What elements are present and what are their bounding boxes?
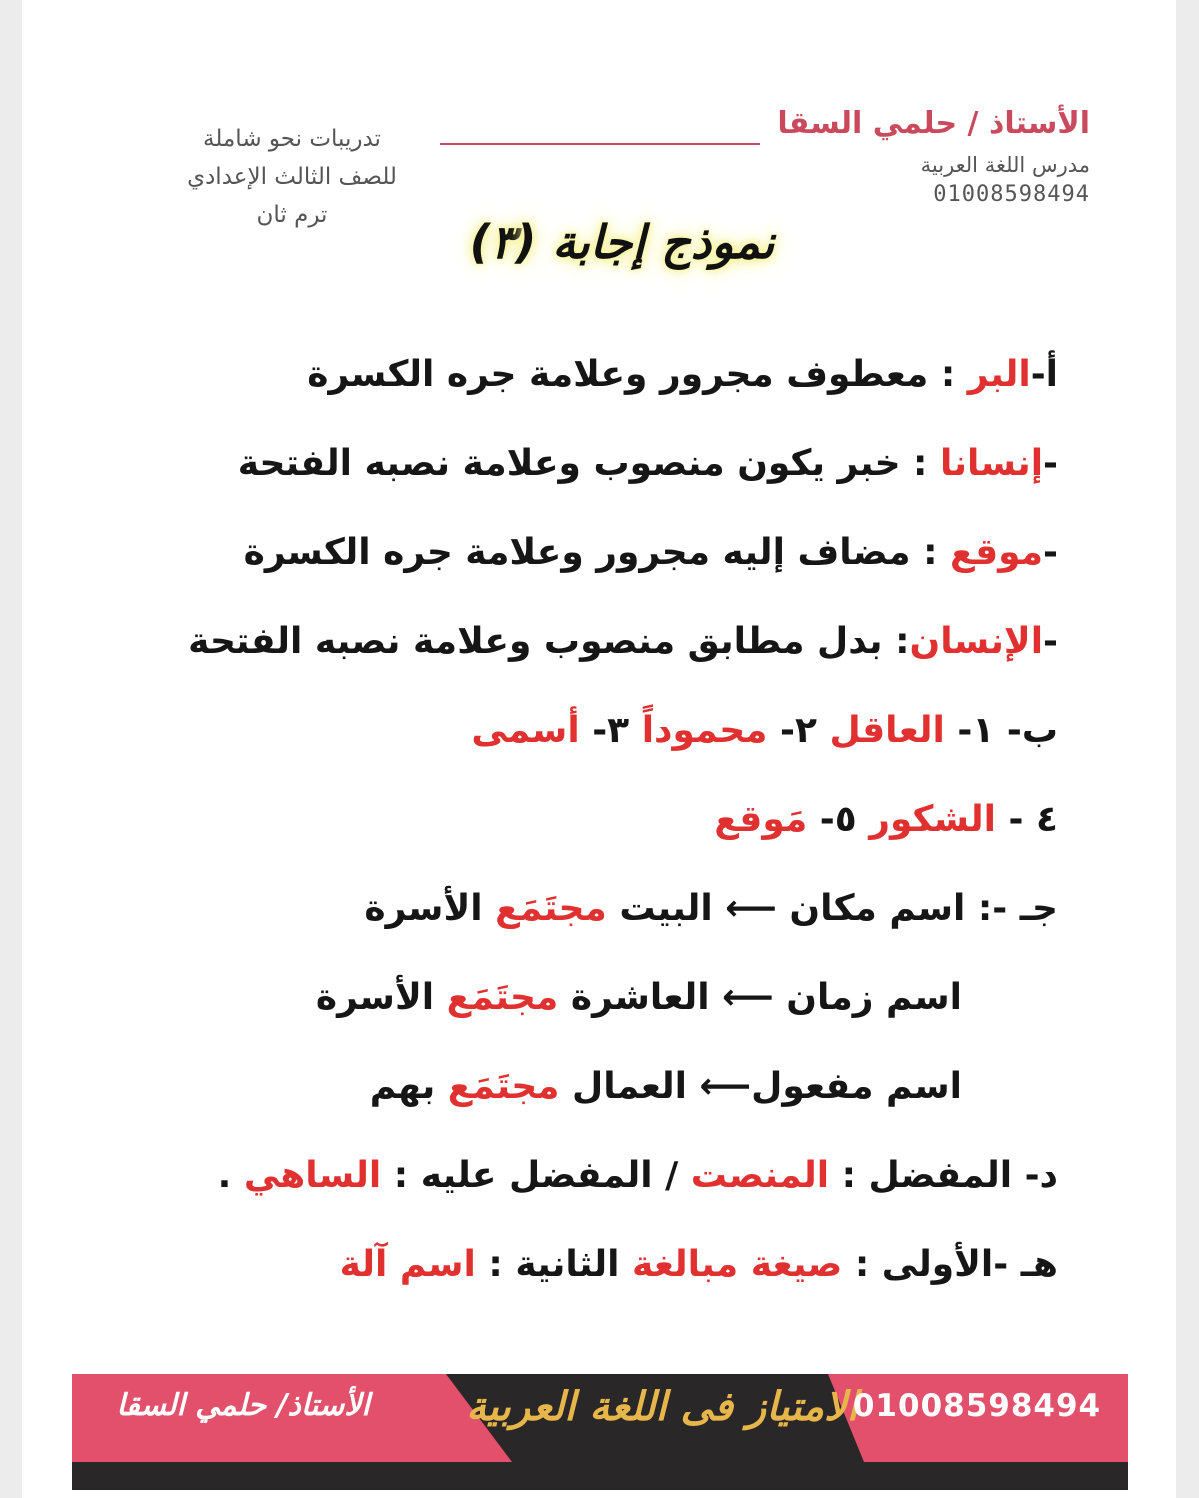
teacher-subject: مدرس اللغة العربية <box>920 153 1090 177</box>
footer-banner <box>72 1374 1128 1490</box>
teacher-phone: 01008598494 <box>933 182 1090 207</box>
answer-highlight: الإنسان <box>909 621 1044 662</box>
worksheet-page <box>22 0 1176 1498</box>
answer-text: . <box>217 1155 244 1196</box>
training-line-3: ترم ثان <box>256 202 328 228</box>
teacher-info <box>760 102 1090 207</box>
answer-text: ٤ - <box>996 799 1058 840</box>
answer-text: اسم مفعول⟵ العمال <box>559 1066 962 1107</box>
training-line-1: تدريبات نحو شاملة <box>203 126 381 152</box>
answer-line <box>58 1131 1058 1220</box>
answer-highlight: مَوقع <box>714 799 808 840</box>
model-answer-title: نموذج إجابة (٣) <box>469 215 775 269</box>
answer-text: : معطوف مجرور وعلامة جره الكسرة <box>307 354 968 395</box>
answer-text: : خبر يكون منصوب وعلامة نصبه الفتحة <box>237 443 940 484</box>
footer-phone: 01008598494 <box>852 1388 1102 1424</box>
answer-text: أ- <box>1030 354 1058 395</box>
answer-text: - <box>1043 532 1058 573</box>
answer-text: ٥- <box>807 799 870 840</box>
answer-text: - <box>1043 621 1058 662</box>
answer-highlight: البر <box>967 354 1031 395</box>
answer-text: / المفضل عليه : <box>381 1155 691 1196</box>
answer-text: ٢- <box>767 710 830 751</box>
answer-text: بهم <box>369 1066 448 1107</box>
answer-highlight: محموداً <box>641 710 768 751</box>
answer-highlight: اسم آلة <box>339 1244 476 1285</box>
answer-line <box>58 953 1058 1042</box>
answer-text: الأسرة <box>364 888 496 929</box>
answer-highlight: الشكور <box>869 799 996 840</box>
answer-highlight: المنصت <box>690 1155 830 1196</box>
answer-line <box>58 508 1058 597</box>
answer-line <box>58 686 1058 775</box>
answer-text: - <box>1043 443 1058 484</box>
header-divider <box>440 143 760 145</box>
answer-text: د- المفضل : <box>829 1155 1058 1196</box>
footer-teacher-name: الأستاذ/ حلمي السقا <box>116 1388 370 1423</box>
answer-line <box>58 775 1058 864</box>
answers-list <box>58 330 1058 1309</box>
answer-highlight: الساهي <box>243 1155 382 1196</box>
answer-highlight: مجتَمَع <box>446 977 559 1018</box>
training-line-2: للصف الثالث الإعدادي <box>187 164 397 190</box>
answer-line <box>58 1220 1058 1309</box>
answer-text: اسم زمان ⟵ العاشرة <box>558 977 962 1018</box>
answer-line <box>58 1042 1058 1131</box>
answer-highlight: إنسانا <box>940 443 1044 484</box>
answer-highlight: صيغة مبالغة <box>631 1244 843 1285</box>
answer-highlight: موقع <box>950 532 1044 573</box>
answer-highlight: مجتَمَع <box>495 888 607 929</box>
answer-text: الثانية : <box>475 1244 632 1285</box>
answer-text: : بدل مطابق منصوب وعلامة نصبه الفتحة <box>188 621 910 662</box>
answer-text: ب- ١- <box>944 710 1058 751</box>
answer-text: هـ -الأولى : <box>842 1244 1058 1285</box>
answer-line <box>58 419 1058 508</box>
answer-text: ٣- <box>579 710 642 751</box>
answer-text: الأسرة <box>315 977 447 1018</box>
footer-slogan: الامتياز فى اللغة العربية <box>466 1384 858 1430</box>
answer-line <box>58 864 1058 953</box>
training-info <box>142 120 442 234</box>
answer-text: جـ -: اسم مكان ⟵ البيت <box>606 888 1058 929</box>
answer-text: : مضاف إليه مجرور وعلامة جره الكسرة <box>243 532 951 573</box>
teacher-name: الأستاذ / حلمي السقا <box>777 106 1090 141</box>
answer-highlight: مجتَمَع <box>447 1066 560 1107</box>
answer-highlight: أسمى <box>471 710 580 751</box>
answer-line <box>58 330 1058 419</box>
answer-line <box>58 597 1058 686</box>
answer-highlight: العاقل <box>829 710 945 751</box>
